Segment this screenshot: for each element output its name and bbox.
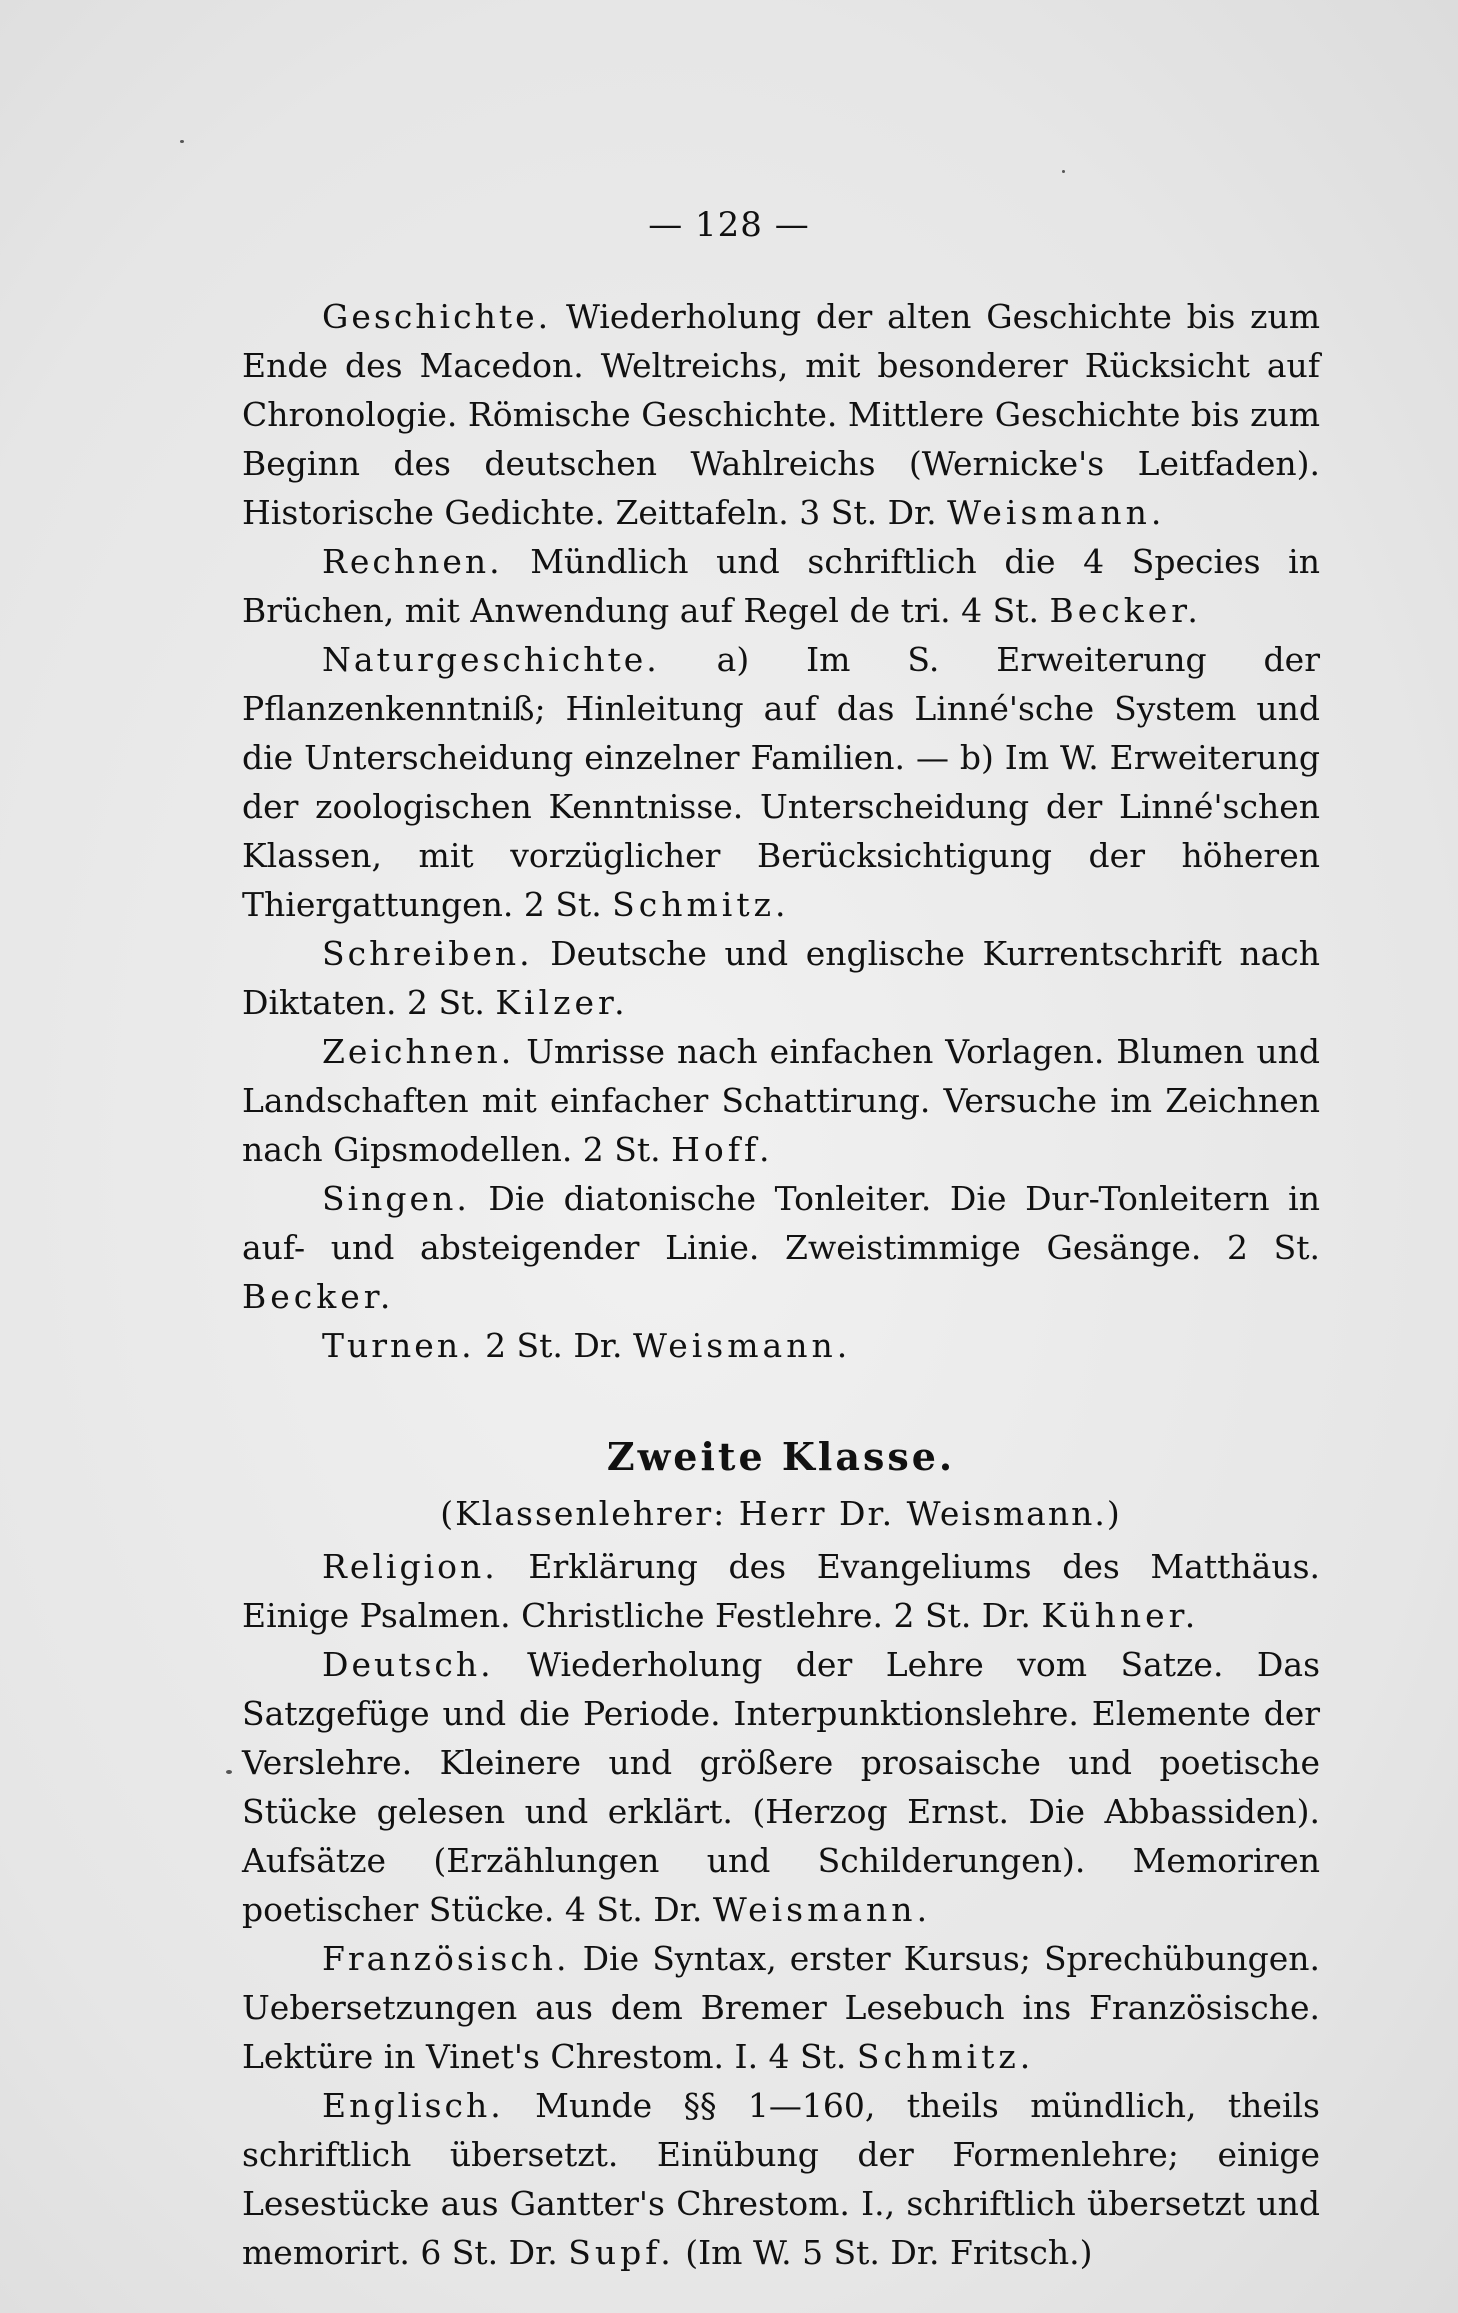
body-text xyxy=(242,292,1320,2277)
paragraph-trailing-text: (Im W. 5 St. Dr. Fritsch.) xyxy=(674,2233,1093,2272)
paragraph-text: 2 St. Dr. xyxy=(474,1326,633,1365)
paragraph-geschichte xyxy=(242,292,1320,537)
paragraph-turnen xyxy=(242,1321,1320,1370)
paragraph-text: Wiederholung der alten Geschichte bis zum Ende des Macedon. Weltreichs, mit besonderer Rücksicht auf Chronologie. Römische Geschichte. Mittlere Geschichte bis zum Beginn des deutschen Wahlreichs (Wernicke's Leitfaden). Historische Gedichte. Zeittafeln. 3 St. Dr. xyxy=(242,297,1320,532)
section-subheading: (Klassenlehrer: Herr Dr. Weismann.) xyxy=(440,1494,1122,1533)
subject-label: Zeichnen. xyxy=(322,1032,515,1071)
subject-label: Singen. xyxy=(322,1179,470,1218)
subject-label: Französisch. xyxy=(322,1939,570,1978)
teacher-name: Kilzer. xyxy=(495,983,629,1022)
subject-label: Deutsch. xyxy=(322,1645,494,1684)
teacher-name: Becker. xyxy=(242,1277,395,1316)
subject-label: Englisch. xyxy=(322,2086,504,2125)
paragraph-zeichnen xyxy=(242,1027,1320,1174)
teacher-name: Supf. xyxy=(568,2233,675,2272)
teacher-name: Kühner. xyxy=(1041,1596,1200,1635)
paragraph-text: Die Syntax, erster Kursus; Sprechübungen. Uebersetzungen aus dem Bremer Lesebuch ins Französische. Lektüre in Vinet's Chrestom. I. 4 St. xyxy=(242,1939,1320,2076)
subject-label: Geschichte. xyxy=(322,297,552,336)
paragraph-singen xyxy=(242,1174,1320,1321)
subject-label: Religion. xyxy=(322,1547,498,1586)
scan-speck xyxy=(1062,170,1065,173)
page-number: — 128 — xyxy=(648,205,810,245)
scan-speck xyxy=(226,1770,232,1774)
paragraph-text: Die diatonische Tonleiter. Die Dur-Tonleitern in auf- und absteigender Linie. Zweistimmige Gesänge. 2 St. xyxy=(242,1179,1320,1267)
paragraph-rechnen xyxy=(242,537,1320,635)
teacher-name: Weismann. xyxy=(633,1326,852,1365)
paragraph-franzoesisch xyxy=(242,1934,1320,2081)
teacher-name: Becker. xyxy=(1049,591,1202,630)
subject-label: Naturgeschichte. xyxy=(322,640,660,679)
teacher-name: Schmitz. xyxy=(856,2037,1035,2076)
paragraph-schreiben xyxy=(242,929,1320,1027)
paragraph-text: Erklärung des Evangeliums des Matthäus. Einige Psalmen. Christliche Festlehre. 2 St. Dr. xyxy=(242,1547,1320,1635)
section-heading: Zweite Klasse. xyxy=(606,1434,956,1479)
subject-label: Rechnen. xyxy=(322,542,503,581)
paragraph-text: Umrisse nach einfachen Vorlagen. Blumen und Landschaften mit einfacher Schattirung. Versuche im Zeichnen nach Gipsmodellen. 2 St. xyxy=(242,1032,1320,1169)
paragraph-text: Munde §§ 1—160, theils mündlich, theils schriftlich übersetzt. Einübung der Formenlehre; einige Lesestücke aus Gantter's Chrestom. I., schriftlich übersetzt und memorirt. 6 St. Dr. xyxy=(242,2086,1320,2272)
paragraph-deutsch xyxy=(242,1640,1320,1934)
paragraph-text: a) Im S. Erweiterung der Pflanzenkenntniß; Hinleitung auf das Linné'sche System und die Unterscheidung einzelner Familien. — b) Im W. Erweiterung der zoologischen Kenntnisse. Unterscheidung der Linné'schen Klassen, mit vorzüglicher Berücksichtigung der höheren Thiergattungen. 2 St. xyxy=(242,640,1320,924)
paragraph-naturgeschichte xyxy=(242,635,1320,929)
paragraph-text: Deutsche und englische Kurrentschrift nach Diktaten. 2 St. xyxy=(242,934,1320,1022)
paragraph-text: Wiederholung der Lehre vom Satze. Das Satzgefüge und die Periode. Interpunktionslehre. Elemente der Verslehre. Kleinere und größere prosaische und poetische Stücke gelesen und erklärt. (Herzog Ernst. Die Abbassiden). Aufsätze (Erzählungen und Schilderungen). Memoriren poetischer Stücke. 4 St. Dr. xyxy=(242,1645,1320,1929)
paragraph-englisch xyxy=(242,2081,1320,2277)
teacher-name: Hoff. xyxy=(671,1130,774,1169)
teacher-name: Weismann. xyxy=(947,493,1166,532)
teacher-name: Schmitz. xyxy=(612,885,790,924)
subject-label: Turnen. xyxy=(322,1326,475,1365)
scan-speck xyxy=(180,140,184,143)
paragraph-text: Mündlich und schriftlich die 4 Species in Brüchen, mit Anwendung auf Regel de tri. 4 St. xyxy=(242,542,1320,630)
subject-label: Schreiben. xyxy=(322,934,533,973)
teacher-name: Weismann. xyxy=(712,1890,932,1929)
paragraph-religion xyxy=(242,1542,1320,1640)
